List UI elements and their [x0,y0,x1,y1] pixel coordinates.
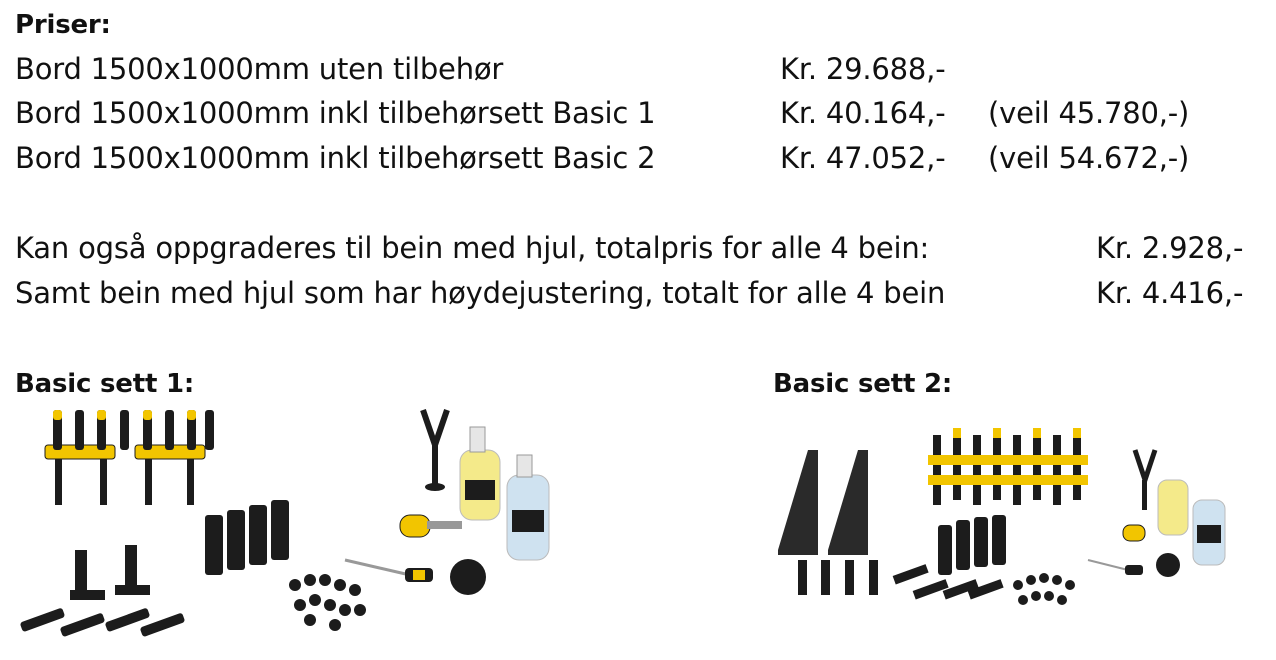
upgrade-row-price: Kr. 4.416,- [1096,276,1244,310]
set-2-title: Basic sett 2: [773,369,953,399]
price-row-price: Kr. 40.164,- [780,96,946,130]
price-row-price: Kr. 29.688,- [780,52,946,86]
price-row-label: Bord 1500x1000mm uten tilbehør [15,52,504,86]
price-row-note: (veil 54.672,-) [988,141,1190,175]
upgrade-row-label: Kan også oppgraderes til bein med hjul, totalpris for alle 4 bein: [15,231,930,265]
price-row-label: Bord 1500x1000mm inkl tilbehørsett Basic 1 [15,96,656,130]
set-1-title: Basic sett 1: [15,369,195,399]
price-row-label: Bord 1500x1000mm inkl tilbehørsett Basic 2 [15,141,656,175]
upgrade-row-label: Samt bein med hjul som har høydejustering, totalt for alle 4 bein [15,276,946,310]
upgrade-row-price: Kr. 2.928,- [1096,231,1244,265]
price-row-price: Kr. 47.052,- [780,141,946,175]
basic-set-2-image [773,420,1263,620]
page-title: Priser: [15,10,111,40]
price-row-note: (veil 45.780,-) [988,96,1190,130]
basic-set-1-image [15,405,565,650]
